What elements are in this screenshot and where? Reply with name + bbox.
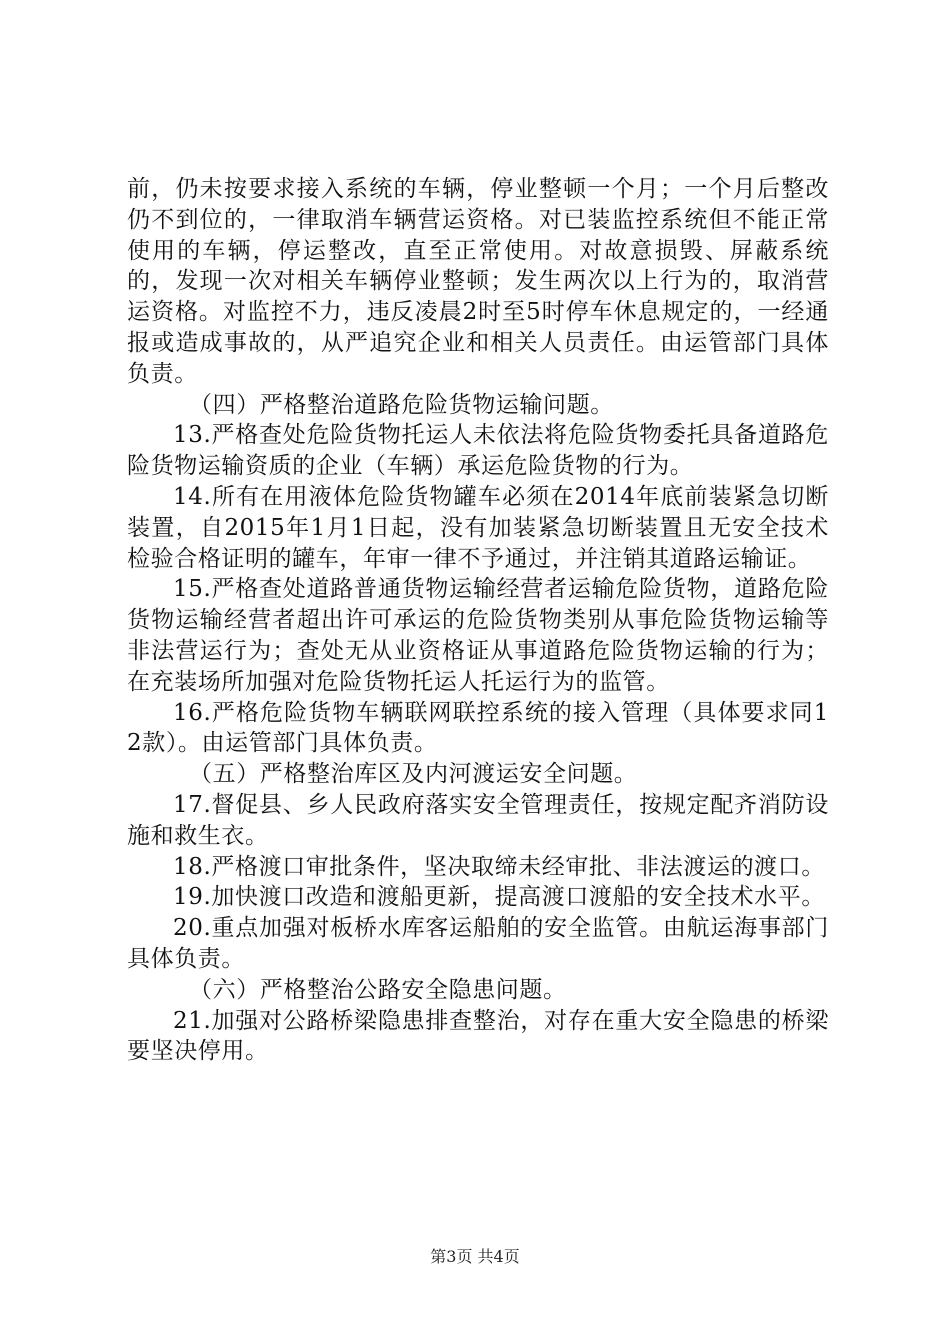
clause-18: 18.严格渡口审批条件，坚决取缔未经审批、非法渡运的渡口。 [173,853,825,880]
clause-17: 17.督促县、乡人民政府落实安全管理责任，按规定配齐消防设施和救生衣。 [127,791,829,849]
section-heading-5: （五）严格整治库区及内河渡运安全问题。 [189,761,638,788]
section-heading-4: （四）严格整治道路危险货物运输问题。 [189,391,614,418]
page-number-footer: 第3页 共4页 [430,1247,520,1266]
clause-16: 16.严格危险货物车辆联网联控系统的接入管理（具体要求同12款）。由运管部门具体负责。 [127,699,829,757]
clause-13: 13.严格查处危险货物托运人未依法将危险货物委托具备道路危险货物运输资质的企业（车辆）承运危险货物的行为。 [127,422,829,480]
clause-20: 20.重点加强对板桥水库客运船舶的安全监管。由航运海事部门具体负责。 [127,915,829,972]
clause-19: 19.加快渡口改造和渡船更新，提高渡口渡船的安全技术水平。 [173,884,825,911]
paragraph-continuation: 前，仍未按要求接入系统的车辆，停业整顿一个月；一个月后整改仍不到位的，一律取消车辆营运资格。对已装监控系统但不能正常使用的车辆，停运整改，直至正常使用。对故意损毁、屏蔽系统的，发现一次对相关车辆停业整顿；发生两次以上行为的，取消营运资格。对监控不力，违反凌晨2时至5时停车休息规定的，一经通报或造成事故的，从严追究企业和相关人员责任。由运管部门具体负责。 [127,176,829,387]
section-heading-6: （六）严格整治公路安全隐患问题。 [189,976,567,1003]
clause-21: 21.加强对公路桥梁隐患排查整治，对存在重大安全隐患的桥梁要坚决停用。 [127,1007,829,1065]
clause-15: 15.严格查处道路普通货物运输经营者运输危险货物，道路危险货物运输经营者超出许可承运的危险货物类别从事危险货物运输等非法营运行为；查处无从业资格证从事道路危险货物运输的行为；在充装场所加强对危险货物托运人托运行为的监管。 [127,576,829,695]
clause-14: 14.所有在用液体危险货物罐车必须在2014年底前装紧急切断装置，自2015年1月1日起，没有加装紧急切断装置且无安全技术检验合格证明的罐车，年审一律不予通过，并注销其道路运输证。 [127,483,829,572]
document-body [127,174,829,1067]
